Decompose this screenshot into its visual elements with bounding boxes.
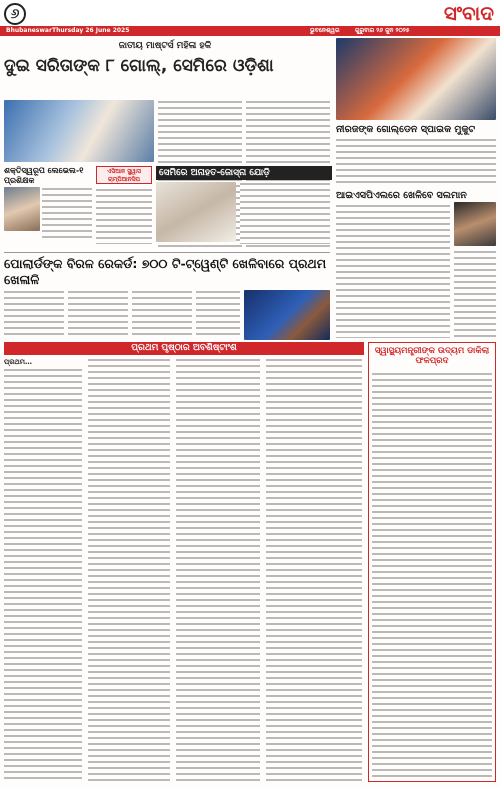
main-kicker: ଜାତୀୟ ମାଷ୍ଟର୍ସ ମହିଳା ହକି [118, 41, 212, 51]
newspaper-logo: ସଂବାଦ [443, 1, 494, 25]
main-headline: ଦୁଇ ସରିତାଙ୍କ ୮ ଗୋଲ୍, ସେମିରେ ଓଡ଼ିଶା [4, 56, 274, 76]
salman-photo [454, 202, 496, 246]
right-bottom-headline: ସ୍ୱାସ୍ଥ୍ୟମନ୍ତ୍ରୀଙ୍କ ଉଦ୍ୟମ ଡାକିଲା ଫଳପ୍ରଦ [374, 346, 490, 366]
pollard-body-col4 [196, 290, 240, 338]
cont-col-1 [4, 368, 82, 782]
header-odia-city: ଭୁବନେଶ୍ୱର [310, 27, 340, 34]
cont-col-3 [176, 358, 260, 782]
squash-photo [156, 182, 236, 242]
side-story-body [42, 187, 92, 241]
javelin-photo [336, 38, 496, 120]
championship-badge: ଏସିଆନ ସ୍କ୍ୱାସ ଚାମ୍ପିଆନସିପ [96, 166, 152, 184]
squash-headline: ସେମିରେ ଅନାହତ-ଜୋସ୍ନା ଯୋଡ଼ି [156, 166, 332, 180]
right-mid-body-b [454, 250, 496, 338]
pollard-photo [244, 290, 330, 340]
pollard-headline: ପୋଲାର୍ଡଙ୍କ ବିରଳ ରେକର୍ଡ: ୭୦୦ ଟି-ଟ୍ୱେଣ୍ଟି ଖେଳିବାରେ ପ୍ରଥମ ଖେଳାଳି [4, 256, 327, 287]
right-top-body [336, 138, 496, 186]
page-number: ୬ [4, 3, 26, 25]
right-bottom-body [372, 372, 492, 778]
header-city: Bhubaneswar [6, 27, 52, 34]
header-date: Thursday 26 June 2025 [52, 27, 130, 34]
pollard-body-col3 [132, 290, 192, 338]
cont-col-4 [266, 358, 362, 782]
right-mid-body-a [336, 204, 450, 338]
header-bar [0, 26, 500, 36]
right-top-headline: ନୀରଜଙ୍କ ଗୋଲ୍ଡେନ ସ୍ପାଇକ ମୁକୁଟ [336, 124, 476, 135]
coach-photo [4, 187, 40, 231]
cont-col-2 [88, 358, 170, 782]
right-mid-headline: ଆଇଏସପିଏଲରେ ଖେଳିବେ ସଲମାନ [336, 190, 467, 201]
divider [4, 252, 330, 253]
pollard-body-col2 [68, 290, 128, 338]
cont-label-1: ପ୍ରଥମ… [4, 358, 33, 366]
header-odia-date: ଗୁରୁବାର ୨୬ ଜୁନ ୨୦୨୫ [355, 27, 410, 34]
squash-body-col1 [96, 188, 152, 244]
squash-body-col2 [240, 182, 330, 244]
pollard-body-col1 [4, 290, 64, 338]
continued-strip: ପ୍ରଥମ ପୃଷ୍ଠାର ଅବଶିଷ୍ଟାଂଶ [4, 342, 364, 355]
side-story-headline: ଶକ୍ତିସ୍ୱରୂପ ଲେଭେଲ-୧ ପ୍ରଶିକ୍ଷକ [4, 166, 84, 185]
hockey-photo [4, 100, 154, 162]
